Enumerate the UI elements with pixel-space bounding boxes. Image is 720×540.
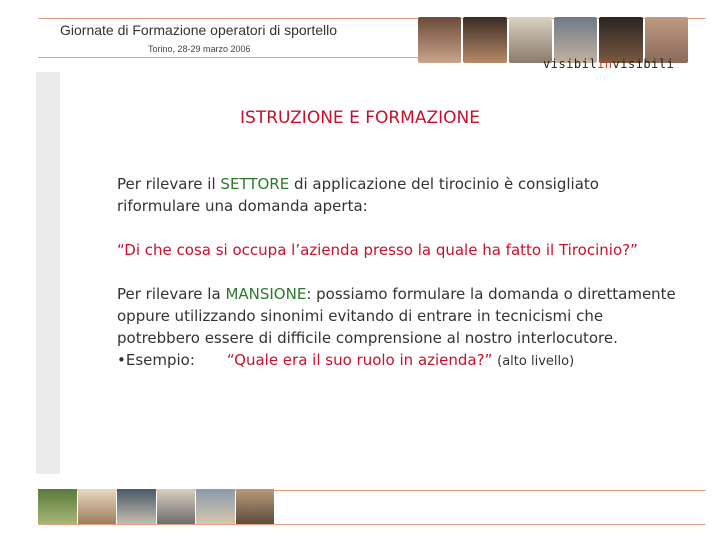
- paragraph-settore: [117, 173, 677, 217]
- photo-portrait-2: [463, 17, 506, 63]
- header-underline: [38, 57, 438, 58]
- paragraph-mansione-text-a: Per rilevare la: [117, 285, 226, 303]
- brand-logo-post: visibili: [612, 57, 675, 71]
- footer-bottom-rule: [38, 524, 706, 525]
- brand-logo-accent: in: [597, 57, 613, 71]
- photo-footer-3: [117, 489, 156, 525]
- example-line: [117, 349, 677, 373]
- example-note: (alto livello): [497, 354, 575, 369]
- paragraph-mansione: [117, 283, 677, 349]
- paragraph-settore-text-a: Per rilevare il: [117, 175, 221, 193]
- settore-highlight: SETTORE: [220, 175, 290, 193]
- header-title: Giornate di Formazione operatori di sportello: [60, 22, 338, 38]
- slide-title: ISTRUZIONE E FORMAZIONE: [240, 108, 480, 128]
- side-bar: [36, 72, 60, 474]
- mansione-highlight: MANSIONE: [225, 285, 307, 303]
- slide-content: [117, 173, 677, 373]
- paragraph-mansione-text-b: : possiamo formulare la domanda o direttamente oppure utilizzando sinonimi evitando di entrare in tecnicismi che potrebbero essere di difficile comprensione al nostro interlocutore.: [117, 285, 676, 347]
- brand-logo: [543, 57, 674, 71]
- paragraph-settore-text-b: di applicazione del tirocinio è consigliato riformulare una domanda aperta:: [117, 175, 599, 215]
- photo-footer-5: [196, 489, 235, 525]
- example-label: •Esempio:: [117, 351, 195, 369]
- photo-footer-2: [78, 489, 117, 525]
- photo-portrait-1: [418, 17, 461, 63]
- photo-footer-6: [236, 489, 275, 525]
- example-quote: “Quale era il suo ruolo in azienda?”: [226, 351, 493, 369]
- brand-logo-pre: visibil: [543, 57, 598, 71]
- photo-footer-4: [157, 489, 196, 525]
- header-date: Torino, 28-29 marzo 2006: [148, 44, 251, 54]
- footer-photo-strip: [38, 489, 274, 525]
- example-question-quote: “Di che cosa si occupa l’azienda presso la quale ha fatto il Tirocinio?”: [117, 241, 638, 259]
- photo-footer-1: [38, 489, 77, 525]
